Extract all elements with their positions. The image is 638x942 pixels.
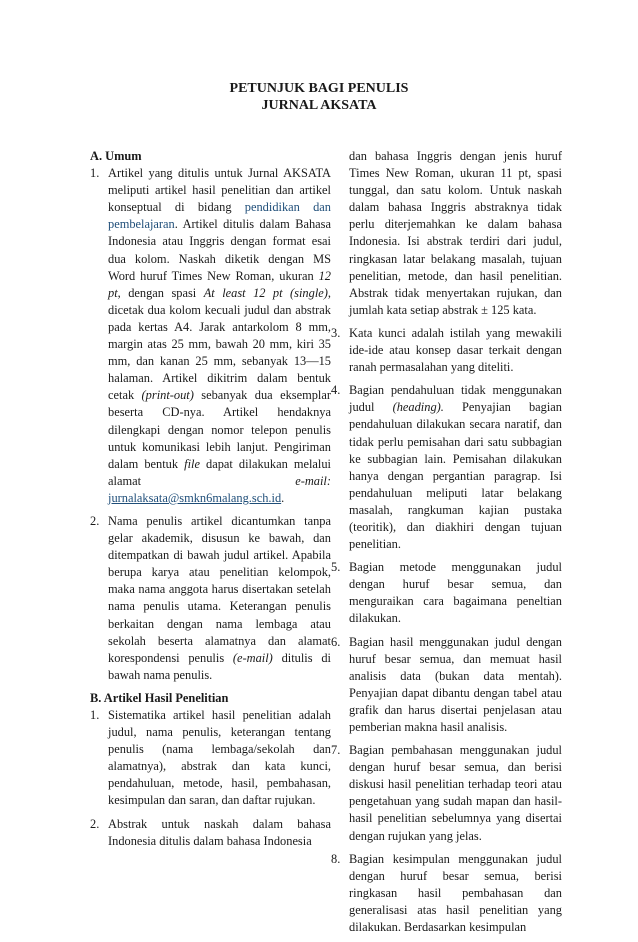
list-item-b7: 7. Bagian pembahasan menggunakan judul dengan huruf besar semua, dan berisi diskusi hasil penelitian terhadap teori atau pengetahuan yang sudah mapan dan hasil-hasil penelitian sebelumnya yang disertai dengan rujukan yang jelas. [331, 743, 562, 843]
title-line-1: PETUNJUK BAGI PENULIS [229, 81, 409, 96]
item-number: 8. [331, 851, 341, 866]
list-item-b3: 3. Kata kunci adalah istilah yang mewakili ide-ide atau konsep dasar terkait dengan ranah permasalahan yang diteliti. [331, 325, 562, 375]
email-link[interactable]: jurnalaksata@smkn6malang.sch.id [108, 490, 282, 505]
item-number: 3. [331, 325, 341, 340]
list-item-a2: 2. Nama penulis artikel dicantumkan tanpa gelar akademik, disusun ke bawah, dan ditempatkan di bawah judul artikel. Apabila berupa karya atau penelitian kelompok, maka nama anggota harus disertakan setelah nama penulis utama. Keterangan penulis berkaitan dengan nama lembaga atau sekolah beserta alamatnya dan alamat korespondensi penulis (e-mail) ditulis di bawah nama penulis. [90, 513, 331, 682]
list-item-b1: 1. Sistematika artikel hasil penelitian adalah judul, nama penulis, keterangan tentang penulis (nama lembaga/sekolah dan alamatnya), abstrak dan kata kunci, pendahuluan, metode, hasil, pembahasan, kesimpulan dan saran, dan daftar rujukan. [90, 708, 331, 808]
right-column [331, 148, 562, 942]
item-number: 1. [90, 166, 100, 181]
item-number: 1. [90, 708, 100, 722]
section-heading-a: A. Umum [90, 149, 142, 163]
list-item-b4: 4. Bagian pendahuluan tidak menggunakan judul (heading). Penyajian bagian pendahuluan dilakukan secara naratif, dan tidak perlu pemisahan dari satu subbagian ke subbagian lain. Pemisahan dilakukan hanya dengan pergantian paragrap. Isi pendahuluan meliputi latar belakang masalah, rangkuman kajian pustaka (teoritik), dan diakhiri dengan tujuan penelitian. [331, 383, 562, 552]
list-item-a1: 1. Artikel yang ditulis untuk Jurnal AKSATA meliputi artikel hasil penelitian dan artikel konseptual di bidang pendidikan dan pembelajaran. Artikel ditulis dalam Bahasa Indonesia atau Inggris dengan format esai dua kolom. Naskah diketik dengan MS Word huruf Times New Roman, ukuran 12 pt, dengan spasi At least 12 pt (single), dicetak dua kolom kecuali judul dan abstrak pada kertas A4. Jarak antarkolom 8 mm, margin atas 25 mm, bawah 20 mm, kiri 35 mm, dan kanan 25 mm, sebanyak 13—15 halaman. Artikel dikitrim dalam bentuk cetak (print-out) sebanyak dua eksemplar beserta CD-nya. Artikel hendaknya dilengkapi dengan nomor telepon penulis untuk komunikasi lebih lanjut. Pengiriman dalam bentuk file dapat dilakukan melalui alamat e-mail: jurnalaksata@smkn6malang.sch.id. [90, 166, 332, 505]
list-item-b2-continued: dan bahasa Inggris dengan jenis huruf Times New Roman, ukuran 11 pt, spasi tunggal, dan satu kolom. Untuk naskah dalam bahasa Inggris abstraknya tidak perlu diterjemahkan ke dalam bahasa Indonesia. Isi abstrak terdiri dari judul, ringkasan latar belakang masalah, tujuan penelitian, metode, dan hasil penelitian. Abstrak tidak menyertakan rujukan, dan jumlah kata setiap abstrak ± 125 kata. [349, 149, 562, 317]
topic-highlight: pendidikan dan pembelajaran [108, 200, 331, 232]
item-number: 2. [90, 816, 100, 831]
left-column [90, 148, 331, 856]
item-number: 2. [90, 513, 100, 528]
section-heading-b: B. Artikel Hasil Penelitian [90, 690, 229, 705]
list-item-b5: 5. Bagian metode menggunakan judul dengan huruf besar semua, dan menguraikan cara bagaimana peneltian dilakukan. [331, 560, 562, 626]
title-line-2: JURNAL AKSATA [261, 98, 377, 113]
item-number: 4. [331, 383, 341, 398]
list-item-b6: 6. Bagian hasil menggunakan judul dengan huruf besar semua, dan memuat hasil analisis data (bukan data mentah). Penyajian dapat dibantu dengan tabel atau grafik dan harus disertai penjelasan atau pemberian makna hasil analisis. [331, 634, 562, 734]
item-number: 7. [331, 743, 341, 758]
item-number: 6. [331, 634, 341, 649]
list-item-b8: 8. Bagian kesimpulan menggunakan judul dengan huruf besar semua, berisi ringkasan hasil pembahasan dan generalisasi atas hasil penelitian yang dilakukan. Berdasarkan kesimpulan [331, 851, 562, 935]
list-item-b2: 2. Abstrak untuk naskah dalam bahasa Indonesia ditulis dalam bahasa Indonesia [90, 816, 331, 848]
page-title [0, 80, 638, 114]
item-number: 5. [331, 560, 341, 575]
